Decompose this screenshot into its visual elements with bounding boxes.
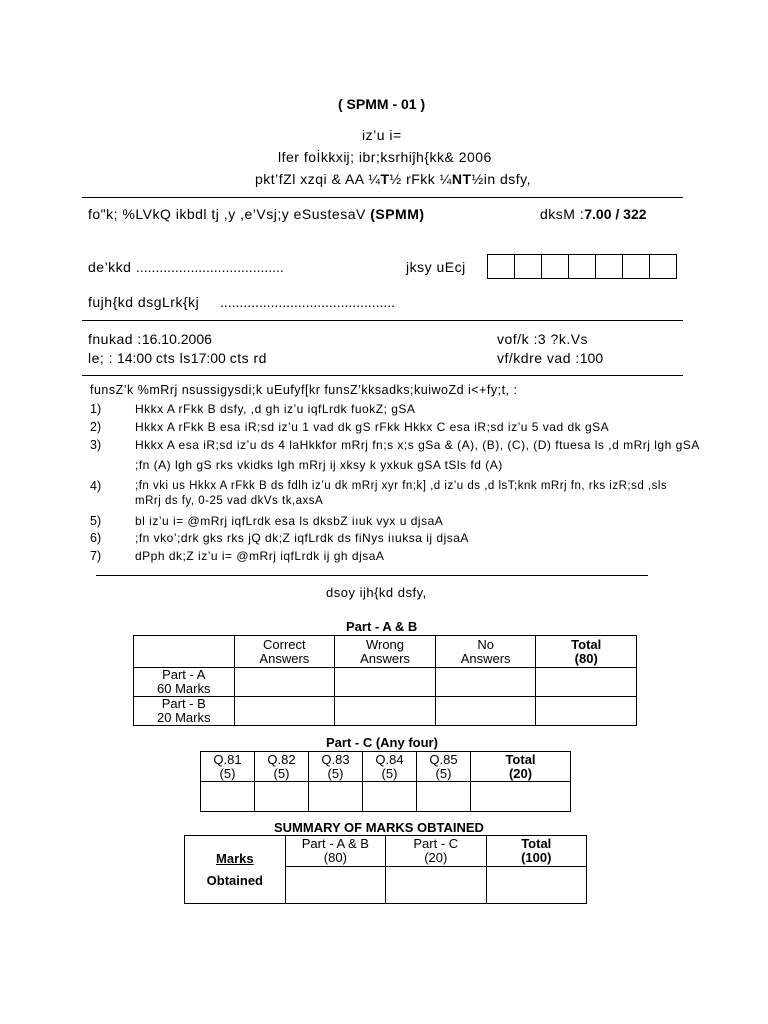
exam-batch-nt: NT [451,171,472,187]
instructions-heading: funsZ’k %mRrj nsussigysdi;k uEufyf[kr funsZ’kksadks;kuiwoZd i<+fy;t, : [90,383,518,397]
table-header: Part - A & B (80) [285,836,385,867]
roll-number-boxes[interactable] [488,254,677,279]
table-cell[interactable] [335,697,436,726]
instruction-text: Hkkx A esa iR;sd iz’u ds 4 laHkkfor mRrj fn;s x;s gSa & (A), (B), (C), (D) ftuesa ls ,d mRrj lgh gSA [135,438,700,452]
table-ab-caption: Part - A & B [346,619,418,634]
time-label: le; : [88,350,114,366]
examiner-heading: dsoy ijh{kd dsfy, [326,585,427,600]
table-ab [133,635,637,726]
table-cell[interactable] [335,668,436,697]
time-start: 14:00 [116,350,153,366]
roll-digit-box[interactable] [487,254,515,279]
roll-digit-box[interactable] [649,254,677,279]
date-value: 16.10.2006 [141,331,212,347]
divider [82,375,683,376]
table-header: Q.84 (5) [363,752,417,782]
roll-label: jksy uEcj [406,259,466,275]
exam-batch-mid: ½ rFkk ¼ [389,171,452,187]
instruction-num: 5) [90,514,102,528]
roll-digit-box[interactable] [595,254,623,279]
maxmarks-value: 100 [579,350,604,366]
table-cell[interactable] [435,668,536,697]
table-header: Total (80) [536,636,637,668]
code-label: dksM : [540,206,585,222]
table-cell[interactable] [417,782,471,812]
table-header: Total (20) [471,752,571,782]
table-cell[interactable] [435,697,536,726]
table-header: Q.82 (5) [255,752,309,782]
table-cell[interactable] [363,782,417,812]
duration-value: 3 ?k.Vs [537,331,589,347]
summary-caption: SUMMARY OF MARKS OBTAINED [274,820,484,835]
table-cell[interactable] [486,867,587,904]
time-line [88,350,267,366]
exam-batch [255,171,531,187]
maxmarks-line [497,350,603,366]
code-value: 7.00 / 322 [584,206,647,222]
instruction-num: 1) [90,402,102,416]
table-header: No Answers [435,636,536,668]
code-line [540,206,647,222]
table-cell[interactable] [234,668,335,697]
instruction-num: 6) [90,531,102,545]
marks-label: Marks [216,850,254,866]
maxmarks-label: vf/kdre vad : [497,350,580,366]
duration-label: vof/k : [497,331,538,347]
table-header: Q.85 (5) [417,752,471,782]
date-label: fnukad : [88,331,142,347]
exam-batch-t: T [380,171,390,187]
table-c [200,751,571,812]
exam-batch-pre: pkt’fZl xzqi & AA ¼ [255,171,381,187]
time-mid: cts ls [155,350,191,366]
exam-code-title: ( SPMM - 01 ) [338,96,426,112]
table-cell[interactable] [201,782,255,812]
instruction-text: ;fn vko’;drk gks rks jQ dk;Z iqfLrdk ds fiNys iıuksa ij djsaA [135,531,469,545]
instruction-text: ;fn (A) lgh gS rks vkidks lgh mRrj ij xksy k yxkuk gSA tSls fd (A) [135,458,503,472]
table-header: Q.83 (5) [309,752,363,782]
roll-digit-box[interactable] [541,254,569,279]
table-row-label: Part - A 60 Marks [134,668,235,697]
table-cell[interactable] [536,668,637,697]
subject-label: fo"k; %LVkQ ikbdl tj ,y ,e’Vsj;y eSustesaV [88,206,366,222]
table-cell[interactable] [285,867,385,904]
table-cell[interactable] [234,697,335,726]
marks-obtained-label [185,836,286,904]
exam-batch-post: ½in dsfy, [471,171,532,187]
instruction-text: ;fn vki us Hkkx A rFkk B ds fdlh iz’u dk mRrj xyr fn;k] ,d iz’u ds ,d lsT;knk mRrj fn, rks izR;sd ,sls mRrj ds fy, 0-25 vad dkVs tk,axsA [135,480,668,507]
instruction-text: dPph dk;Z iz’u i= @mRrj iqfLrdk ij gh djsaA [135,549,385,563]
instruction-num: 3) [90,438,102,452]
instruction-num: 4) [90,479,102,493]
subject-code: (SPMM) [370,206,425,222]
name-blank[interactable]: ...................................... [136,259,284,275]
time-post: cts rd [229,350,267,366]
table-c-caption: Part - C (Any four) [326,735,438,750]
summary-table [184,835,587,904]
table-header: Correct Answers [234,636,335,668]
table-cell[interactable] [536,697,637,726]
question-paper-label: iz’u i= [362,127,402,143]
duration-line [497,331,588,347]
divider [96,575,648,576]
table-cell[interactable] [386,867,486,904]
exam-name: lfer foİkkxĳ; ibr;ksrhiĵh{kk& 2006 [278,149,492,165]
table-header: Wrong Answers [335,636,436,668]
table-row-label: Part - B 20 Marks [134,697,235,726]
instruction-num: 7) [90,549,102,563]
subject-line [88,206,425,222]
date-line [88,331,212,347]
invigilator-label: fujh{kd dsgLrk{kj [88,294,200,310]
obtained-label: Obtained [206,872,263,888]
time-end: 17:00 [190,350,226,366]
name-label: de’kkd [88,259,132,275]
table-cell[interactable] [471,782,571,812]
roll-digit-box[interactable] [514,254,542,279]
table-header-blank [134,636,235,668]
instruction-text: Hkkx A rFkk B esa iR;sd iz’u 1 vad dk gS rFkk Hkkx C esa iR;sd iz’u 5 vad dk gSA [135,420,610,434]
table-header: Total (100) [486,836,587,867]
table-cell[interactable] [309,782,363,812]
instruction-num: 2) [90,420,102,434]
table-cell[interactable] [255,782,309,812]
roll-digit-box[interactable] [568,254,596,279]
roll-digit-box[interactable] [622,254,650,279]
divider [82,320,683,321]
table-header: Q.81 (5) [201,752,255,782]
instruction-text: Hkkx A rFkk B dsfy, ,d gh iz’u iqfLrdk fuokZ; gSA [135,402,416,416]
instruction-text: bl iz’u i= @mRrj iqfLrdk esa ls dksbZ iıuk vyx u djsaA [135,514,444,528]
table-header: Part - C (20) [386,836,486,867]
divider [82,197,683,198]
invigilator-blank[interactable]: ............................................. [220,294,396,310]
